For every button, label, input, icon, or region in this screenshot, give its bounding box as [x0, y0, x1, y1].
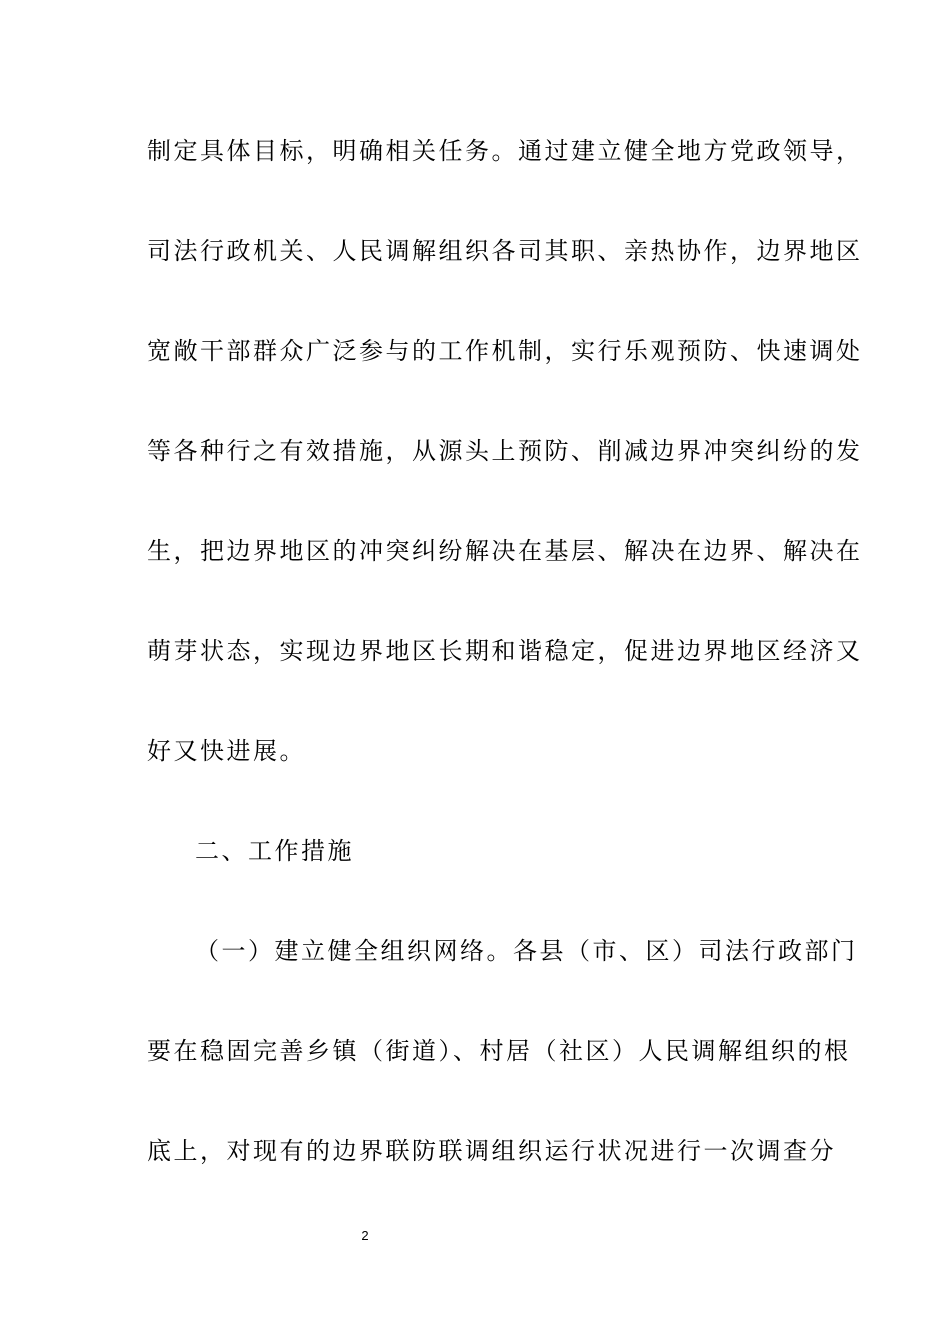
section-heading: 二、工作措施	[195, 837, 354, 865]
paragraph-line-6: 萌芽状态，实现边界地区长期和谐稳定，促进边界地区经济又	[147, 637, 863, 665]
paragraph-line-3: 宽敞干部群众广泛参与的工作机制，实行乐观预防、快速调处	[147, 337, 863, 365]
page-number: 2	[361, 1228, 369, 1243]
paragraph-line-2: 司法行政机关、人民调解组织各司其职、亲热协作，边界地区	[147, 237, 863, 265]
measure-line-2: 要在稳固完善乡镇（街道）、村居（社区）人民调解组织的根	[147, 1037, 851, 1065]
paragraph-line-7: 好又快进展。	[147, 737, 306, 765]
measure-line-1: （一）建立健全组织网络。各县（市、区）司法行政部门	[195, 937, 858, 965]
paragraph-line-4: 等各种行之有效措施，从源头上预防、削减边界冲突纠纷的发	[147, 437, 863, 465]
paragraph-line-5: 生，把边界地区的冲突纠纷解决在基层、解决在边界、解决在	[147, 537, 863, 565]
measure-line-3: 底上，对现有的边界联防联调组织运行状况进行一次调查分	[147, 1137, 836, 1165]
paragraph-line-1: 制定具体目标，明确相关任务。通过建立健全地方党政领导，	[147, 137, 863, 165]
